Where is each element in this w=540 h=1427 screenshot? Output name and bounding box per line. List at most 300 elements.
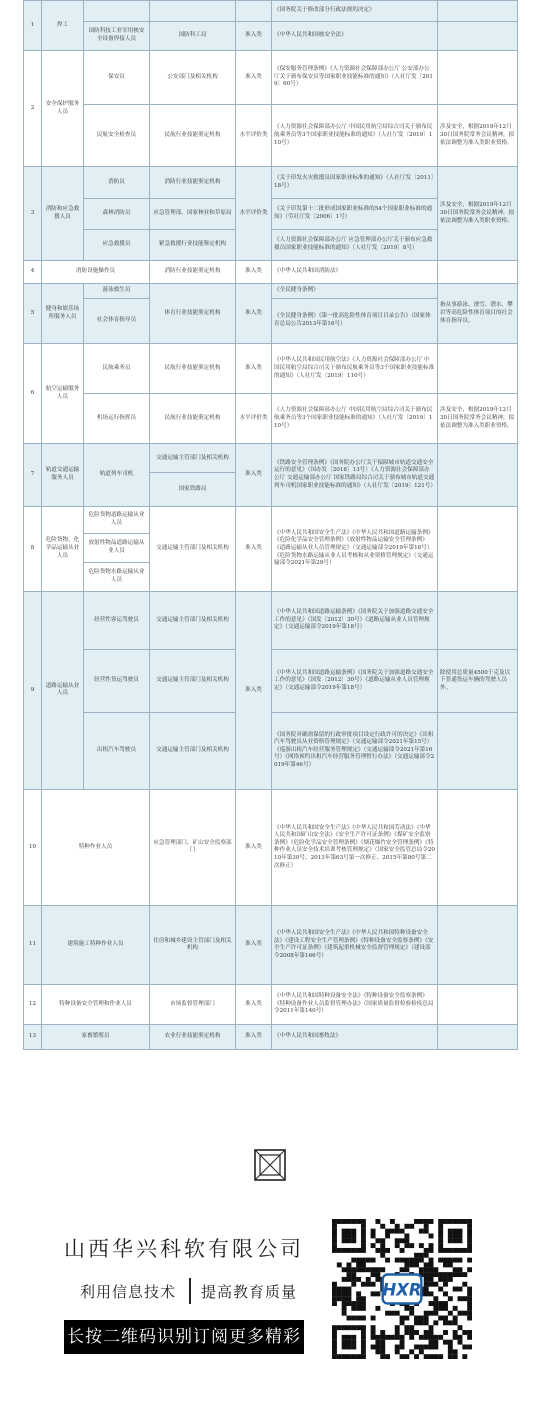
- qr-module: [424, 1291, 429, 1296]
- basis-cell: 《中华人民共和国特种设备安全法》《特种设备安全监察条例》《特种设备作业人员监督管理办法》（国家质量监督检验检疫总局令2011年第140号）: [272, 985, 438, 1025]
- qr-module: [346, 1277, 351, 1282]
- qr-module: [361, 1258, 366, 1263]
- qr-module: [400, 1267, 405, 1272]
- basis-cell: 《中华人民共和国安全生产法》《中华人民共和国劳动法》《中华人民共和国矿山安全法》《安全生产许可证条例》《煤矿安全监察条例》《危险化学品安全管理条例》《烟花爆竹安全管理条例》《特种作业人员安全技术培训考核管理规定》（国家安全监管总局令2010年第30号，2013年第63号第一次修正、2015年第80号第二次修正）: [272, 789, 438, 906]
- qr-module: [467, 1311, 472, 1316]
- note-cell: 涉及安全，根据2019年12月30日国务院常务会议精神，拟依法调整为准入类职业资格。: [438, 394, 518, 444]
- qr-module: [371, 1243, 376, 1248]
- basis-cell: 《全民健身条例》《第一批高危险性体育项目目录公告》（国家体育总局公告2013年第16号）: [272, 298, 438, 344]
- qr-module: [429, 1248, 434, 1253]
- qr-module: [443, 1262, 448, 1267]
- qr-module: [424, 1248, 429, 1253]
- qr-module: [366, 1282, 371, 1287]
- qr-module: [356, 1219, 361, 1224]
- qr-module: [453, 1238, 458, 1243]
- qr-module: [346, 1287, 351, 1292]
- authority-cell: 市场监督管理部门: [150, 985, 236, 1025]
- note-cell: [438, 1, 518, 22]
- qr-code-icon[interactable]: [332, 1219, 472, 1359]
- qr-module: [443, 1272, 448, 1277]
- qr-module: [448, 1262, 453, 1267]
- qr-module: [342, 1325, 347, 1330]
- authority-cell: 国家铁路局: [150, 473, 236, 506]
- qr-module: [361, 1316, 366, 1321]
- qr-module: [332, 1282, 337, 1287]
- qr-module: [458, 1233, 463, 1238]
- qr-module: [332, 1238, 337, 1243]
- qr-module: [429, 1262, 434, 1267]
- qr-module: [467, 1233, 472, 1238]
- row-number: 7: [24, 444, 42, 506]
- qr-module: [404, 1330, 409, 1335]
- qr-module: [395, 1345, 400, 1350]
- qr-module: [380, 1243, 385, 1248]
- qr-module: [337, 1287, 342, 1292]
- qr-module: [424, 1224, 429, 1229]
- subcategory-cell: 民航乘务员: [84, 344, 150, 394]
- qr-module: [448, 1233, 453, 1238]
- table-row: [24, 21, 518, 50]
- qr-module: [424, 1345, 429, 1350]
- qr-module: [414, 1253, 419, 1258]
- qr-module: [467, 1248, 472, 1253]
- subcategory-cell: [84, 1, 150, 22]
- qr-module: [361, 1345, 366, 1350]
- qr-module: [467, 1267, 472, 1272]
- qr-module: [448, 1229, 453, 1234]
- qr-module: [438, 1248, 443, 1253]
- qr-module: [351, 1229, 356, 1234]
- authority-cell: 交通运输主管部门及相关机构: [150, 591, 236, 649]
- category-cell: 建筑施工特种作业人员: [42, 906, 150, 985]
- qr-module: [342, 1311, 347, 1316]
- table-row: [24, 167, 518, 198]
- qr-module: [438, 1316, 443, 1321]
- qr-module: [342, 1335, 347, 1340]
- qr-module: [375, 1277, 380, 1282]
- qr-module: [458, 1258, 463, 1263]
- qr-module: [458, 1219, 463, 1224]
- basis-cell: 《中华人民共和国民用航空法》《人力资源社会保障部办公厅 中国民用航空局综合司关于颁布民航乘务员等3个国家职业技能标准的通知》（人社厅发〔2019〕110号）: [272, 344, 438, 394]
- qr-module: [356, 1248, 361, 1253]
- qr-module: [424, 1272, 429, 1277]
- qr-module: [342, 1354, 347, 1359]
- qr-module: [356, 1277, 361, 1282]
- qr-module: [332, 1296, 337, 1301]
- qr-module: [351, 1325, 356, 1330]
- qr-module: [467, 1306, 472, 1311]
- table-row: [24, 506, 518, 533]
- qr-module: [371, 1335, 376, 1340]
- type-cell: 水平评价类: [236, 394, 272, 444]
- company-name: 山西华兴科软有限公司: [64, 1237, 304, 1261]
- row-number: 12: [24, 985, 42, 1025]
- qr-module: [404, 1306, 409, 1311]
- qr-center-text: HXR: [382, 1280, 422, 1300]
- qr-module: [414, 1316, 419, 1321]
- basis-cell: 《中华人民共和国消防法》: [272, 261, 438, 284]
- basis-cell: 《关于印发第十二批形成国家职业标准的54个国家职业标准的通知》（劳社厅发〔2006〕1号）: [272, 198, 438, 229]
- qr-module: [458, 1229, 463, 1234]
- note-cell: [438, 506, 518, 591]
- category-cell: 消防设施操作员: [42, 261, 150, 284]
- subcategory-cell: 森林消防员: [84, 198, 150, 229]
- row-number: 10: [24, 789, 42, 906]
- qr-module: [419, 1349, 424, 1354]
- qr-module: [385, 1229, 390, 1234]
- authority-cell: 应急管理部、国家林业和草原局: [150, 198, 236, 229]
- qr-module: [429, 1282, 434, 1287]
- subcategory-cell: 轨道列车司机: [84, 444, 150, 506]
- qr-module: [356, 1306, 361, 1311]
- qr-module: [356, 1354, 361, 1359]
- qr-module: [332, 1233, 337, 1238]
- qr-module: [342, 1233, 347, 1238]
- qr-module: [424, 1311, 429, 1316]
- qr-module: [448, 1345, 453, 1350]
- qr-module: [443, 1340, 448, 1345]
- qr-module: [346, 1316, 351, 1321]
- qr-module: [409, 1330, 414, 1335]
- qr-module: [453, 1272, 458, 1277]
- note-cell: 涉及安全，根据2019年12月30日国务院常务会议精神，拟依法调整为准入类职业资格。: [438, 167, 518, 261]
- qr-module: [400, 1335, 405, 1340]
- basis-cell: 《保安服务管理条例》《人力资源社会保障部办公厅 公安部办公厅关于颁布保安员等国家职业技能标准的通知》（人社厅发〔2019〕60号）: [272, 50, 438, 104]
- qr-module: [429, 1301, 434, 1306]
- qr-module: [443, 1277, 448, 1282]
- qr-module: [380, 1340, 385, 1345]
- qr-module: [342, 1277, 347, 1282]
- qr-module: [342, 1301, 347, 1306]
- qr-module: [419, 1320, 424, 1325]
- qr-module: [337, 1291, 342, 1296]
- basis-cell: 《中华人民共和国安全生产法》《中华人民共和国特种设备安全法》《建设工程安全生产管理条例》《特种设备安全监察条例》《安全生产许可证条例》《建筑起重机械安全监督管理规定》（建设部令2008年第166号）: [272, 906, 438, 985]
- qr-module: [380, 1345, 385, 1350]
- qr-module: [337, 1354, 342, 1359]
- basis-cell: 《人力资源社会保障部办公厅 中国民用航空局综合司关于颁布民航乘务员等3个国家职业技能标准的通知》（人社厅发〔2019〕110号）: [272, 394, 438, 444]
- qr-module: [429, 1354, 434, 1359]
- qr-module: [346, 1345, 351, 1350]
- qr-module: [332, 1301, 337, 1306]
- qr-module: [433, 1282, 438, 1287]
- qr-module: [458, 1335, 463, 1340]
- qr-module: [462, 1248, 467, 1253]
- qr-module: [380, 1248, 385, 1253]
- note-cell: [438, 906, 518, 985]
- qr-module: [375, 1238, 380, 1243]
- category-cell: 消防和应急救援人员: [42, 167, 84, 261]
- qr-module: [346, 1233, 351, 1238]
- qr-module: [467, 1229, 472, 1234]
- qr-module: [462, 1272, 467, 1277]
- authority-cell: 交通运输主管部门及相关机构: [150, 506, 236, 591]
- qr-module: [429, 1258, 434, 1263]
- qr-module: [462, 1296, 467, 1301]
- qr-module: [351, 1354, 356, 1359]
- qr-module: [424, 1320, 429, 1325]
- qr-module: [385, 1258, 390, 1263]
- qr-module: [361, 1306, 366, 1311]
- qr-module: [400, 1340, 405, 1345]
- type-cell: 水平评价类: [236, 105, 272, 167]
- type-cell: 准入类: [236, 591, 272, 789]
- qr-module: [351, 1219, 356, 1224]
- qr-module: [375, 1340, 380, 1345]
- qr-module: [424, 1262, 429, 1267]
- qr-module: [467, 1330, 472, 1335]
- qr-module: [385, 1311, 390, 1316]
- qr-module: [351, 1306, 356, 1311]
- qr-module: [404, 1262, 409, 1267]
- category-cell: 家畜繁殖员: [42, 1024, 150, 1049]
- qr-module: [409, 1349, 414, 1354]
- qr-module: [361, 1224, 366, 1229]
- qr-module: [356, 1262, 361, 1267]
- qr-module: [453, 1233, 458, 1238]
- qr-module: [438, 1306, 443, 1311]
- qr-module: [342, 1340, 347, 1345]
- qr-module: [448, 1320, 453, 1325]
- qr-module: [342, 1248, 347, 1253]
- qr-module: [332, 1354, 337, 1359]
- qr-module: [409, 1306, 414, 1311]
- qr-module: [361, 1282, 366, 1287]
- table-row: [24, 1, 518, 22]
- table-row: [24, 985, 518, 1025]
- qr-module: [448, 1277, 453, 1282]
- qr-module: [424, 1330, 429, 1335]
- table-row: [24, 344, 518, 394]
- qr-module: [419, 1219, 424, 1224]
- qr-module: [438, 1238, 443, 1243]
- subcategory-cell: 社会体育指导员: [84, 298, 150, 344]
- note-cell: [438, 789, 518, 906]
- qr-module: [438, 1354, 443, 1359]
- qr-module: [424, 1282, 429, 1287]
- qr-module: [356, 1325, 361, 1330]
- qr-module: [395, 1224, 400, 1229]
- qr-module: [458, 1325, 463, 1330]
- subcategory-cell: 民航安全检查员: [84, 105, 150, 167]
- qr-module: [404, 1233, 409, 1238]
- qr-module: [346, 1262, 351, 1267]
- qr-module: [443, 1219, 448, 1224]
- qr-module: [356, 1301, 361, 1306]
- note-cell: 涉及安全，根据2019年12月30日国务院常务会议精神，拟依法调整为准入类职业资格。: [438, 105, 518, 167]
- qr-module: [351, 1238, 356, 1243]
- table-row: [24, 789, 518, 906]
- row-number: 3: [24, 167, 42, 261]
- qr-module: [337, 1248, 342, 1253]
- qr-module: [443, 1301, 448, 1306]
- qr-module: [453, 1320, 458, 1325]
- qr-module: [351, 1233, 356, 1238]
- qr-module: [424, 1287, 429, 1292]
- qr-module: [371, 1229, 376, 1234]
- basis-cell: 《人力资源社会保障部办公厅 中国民用航空局综合司关于颁布民航乘务员等3个国家职业技能标准的通知》（人社厅发〔2019〕110号）: [272, 105, 438, 167]
- qr-module: [443, 1282, 448, 1287]
- table-row: [24, 284, 518, 299]
- authority-cell: 民航行业技能鉴定机构: [150, 394, 236, 444]
- subcategory-cell: 放射性物品道路运输从业人员: [84, 533, 150, 562]
- qr-module: [404, 1325, 409, 1330]
- qr-module: [356, 1258, 361, 1263]
- qr-module: [395, 1258, 400, 1263]
- qr-module: [400, 1345, 405, 1350]
- qr-module: [351, 1335, 356, 1340]
- note-cell: [438, 21, 518, 50]
- qr-module: [419, 1243, 424, 1248]
- category-cell: 航空运输服务人员: [42, 344, 84, 444]
- qr-module: [375, 1248, 380, 1253]
- row-number: 11: [24, 906, 42, 985]
- qr-module: [467, 1219, 472, 1224]
- authority-cell: 住房和城乡建设主管部门及相关机构: [150, 906, 236, 985]
- qr-module: [462, 1282, 467, 1287]
- qr-module: [337, 1219, 342, 1224]
- qr-module: [361, 1229, 366, 1234]
- qr-module: [429, 1325, 434, 1330]
- qr-module: [443, 1258, 448, 1263]
- qr-module: [462, 1345, 467, 1350]
- qr-module: [458, 1311, 463, 1316]
- subcategory-cell: 应急救援员: [84, 229, 150, 260]
- qr-module: [337, 1262, 342, 1267]
- qr-module: [332, 1229, 337, 1234]
- row-number: 1: [24, 1, 42, 51]
- note-cell: [438, 444, 518, 506]
- qr-module: [429, 1311, 434, 1316]
- qr-module: [433, 1267, 438, 1272]
- qr-module: [346, 1248, 351, 1253]
- qr-module: [361, 1233, 366, 1238]
- qr-module: [409, 1258, 414, 1263]
- basis-cell: 《关于印发火灾救援员国家职业标准的通知》（人社厅发〔2011〕18号）: [272, 167, 438, 198]
- qr-module: [453, 1335, 458, 1340]
- qr-module: [453, 1219, 458, 1224]
- qr-module: [361, 1301, 366, 1306]
- qr-module: [371, 1345, 376, 1350]
- qr-module: [453, 1267, 458, 1272]
- qr-module: [385, 1354, 390, 1359]
- qr-module: [342, 1291, 347, 1296]
- table-row: [24, 444, 518, 473]
- note-cell: 指从事游泳、滑雪、潜水、攀岩等高危险性体育项目的社会体育指导员。: [438, 284, 518, 344]
- qr-module: [448, 1238, 453, 1243]
- qr-module: [346, 1296, 351, 1301]
- qr-module: [429, 1291, 434, 1296]
- qr-module: [346, 1325, 351, 1330]
- qr-module: [433, 1272, 438, 1277]
- qr-module: [433, 1296, 438, 1301]
- qr-module: [453, 1306, 458, 1311]
- qr-module: [346, 1354, 351, 1359]
- qr-module: [467, 1296, 472, 1301]
- qr-module: [395, 1311, 400, 1316]
- qr-module: [342, 1296, 347, 1301]
- qr-module: [409, 1335, 414, 1340]
- slogan-divider: [189, 1278, 191, 1304]
- qr-module: [361, 1296, 366, 1301]
- qr-module: [361, 1267, 366, 1272]
- authority-cell: 交通运输主管部门及相关机构: [150, 712, 236, 789]
- basis-cell: 《中华人民共和国核安全法》: [272, 21, 438, 50]
- qr-module: [400, 1316, 405, 1321]
- qr-module: [375, 1306, 380, 1311]
- qr-module: [375, 1291, 380, 1296]
- type-cell: 准入类: [236, 506, 272, 591]
- qr-module: [438, 1233, 443, 1238]
- qr-module: [356, 1316, 361, 1321]
- table-row: [24, 1024, 518, 1049]
- row-number: 2: [24, 50, 42, 167]
- type-cell: 准入类: [236, 789, 272, 906]
- qr-module: [342, 1345, 347, 1350]
- note-cell: 除使用总质量4500千克及以下普通货运车辆的驾驶人员外。: [438, 650, 518, 712]
- row-number: 13: [24, 1024, 42, 1049]
- qr-module: [351, 1258, 356, 1263]
- qr-module: [346, 1301, 351, 1306]
- type-cell: 准入类: [236, 21, 272, 50]
- qr-module: [443, 1248, 448, 1253]
- qr-module: [467, 1316, 472, 1321]
- basis-cell: 《中华人民共和国道路运输条例》《国务院关于加强道路交通安全工作的意见》（国发〔2012〕30号）《道路运输从业人员管理规定》（交通运输部令2019年第18号）: [272, 650, 438, 712]
- type-cell: 准入类: [236, 261, 272, 284]
- subcategory-cell: 危险货物道路运输从业人员: [84, 506, 150, 533]
- qr-module: [424, 1354, 429, 1359]
- qr-module: [332, 1219, 337, 1224]
- subcategory-cell: 消防员: [84, 167, 150, 198]
- subcategory-cell: 国防科技工业军用核安全设备焊接人员: [84, 21, 150, 50]
- qr-module: [419, 1258, 424, 1263]
- category-cell: 危险货物、化学品运输从业人员: [42, 506, 84, 591]
- table-row: [24, 261, 518, 284]
- qr-module: [453, 1248, 458, 1253]
- row-number: 6: [24, 344, 42, 444]
- qr-module: [342, 1267, 347, 1272]
- qr-module: [453, 1258, 458, 1263]
- note-cell: [438, 712, 518, 789]
- qr-module: [429, 1219, 434, 1224]
- qr-module: [371, 1282, 376, 1287]
- note-cell: [438, 1024, 518, 1049]
- qr-module: [419, 1316, 424, 1321]
- type-cell: 准入类: [236, 1024, 272, 1049]
- authority-cell: 国防科工局: [150, 21, 236, 50]
- qr-module: [443, 1320, 448, 1325]
- qr-module: [346, 1335, 351, 1340]
- qr-module: [414, 1262, 419, 1267]
- qr-module: [351, 1282, 356, 1287]
- qr-module: [458, 1340, 463, 1345]
- qr-module: [433, 1320, 438, 1325]
- qr-module: [366, 1267, 371, 1272]
- qr-module: [332, 1335, 337, 1340]
- category-cell: 焊工: [42, 1, 84, 51]
- type-cell: 水平评价类: [236, 167, 272, 261]
- qr-module: [462, 1219, 467, 1224]
- type-cell: 准入类: [236, 50, 272, 104]
- row-number: 8: [24, 506, 42, 591]
- subcategory-cell: 游泳救生员: [84, 284, 150, 299]
- qr-module: [467, 1291, 472, 1296]
- qr-module: [424, 1253, 429, 1258]
- qr-module: [404, 1316, 409, 1321]
- qr-module: [443, 1330, 448, 1335]
- qr-module: [458, 1248, 463, 1253]
- qr-module: [424, 1219, 429, 1224]
- qr-module: [351, 1301, 356, 1306]
